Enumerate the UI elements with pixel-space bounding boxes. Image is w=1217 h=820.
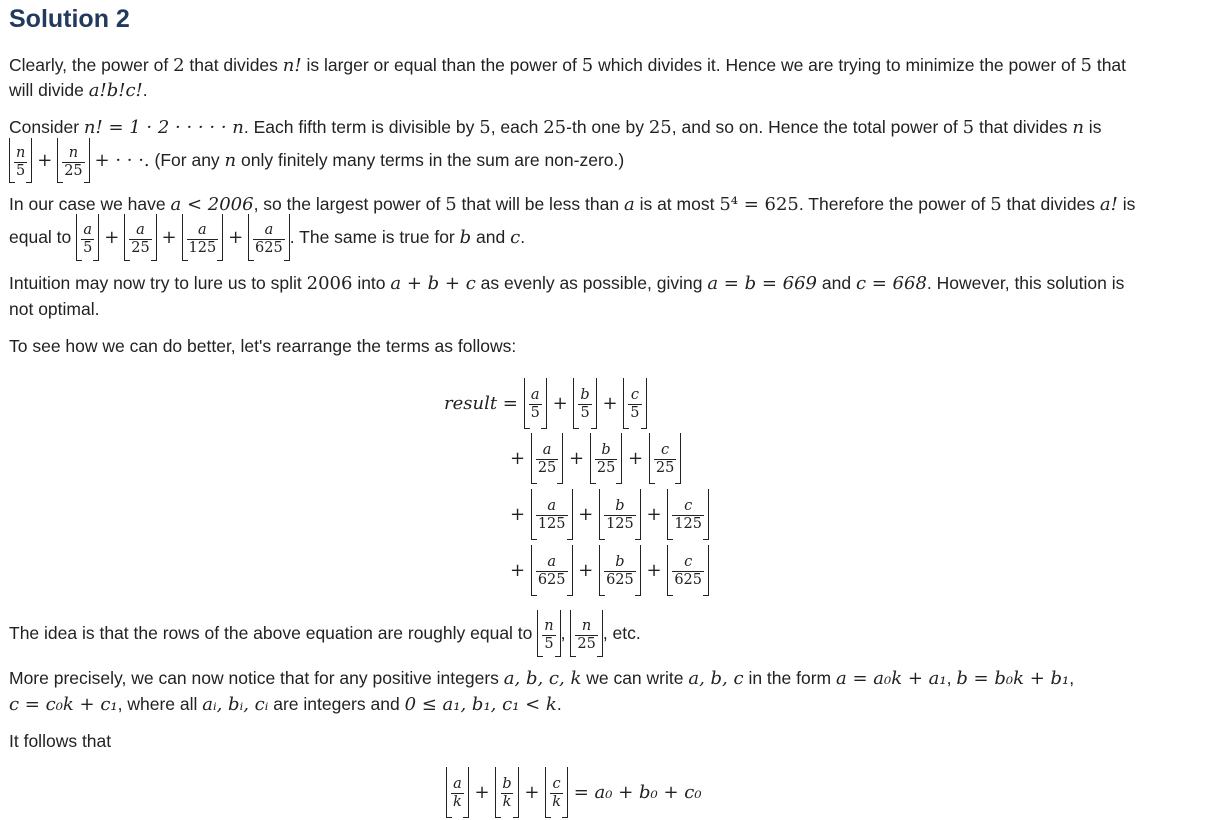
math: n bbox=[1072, 117, 1084, 138]
plus: + bbox=[510, 448, 526, 469]
plus: + bbox=[474, 782, 490, 803]
text: . bbox=[142, 80, 148, 100]
math: 2006 bbox=[306, 273, 353, 294]
paragraph-1-line-2 bbox=[9, 77, 148, 104]
text: (For any bbox=[149, 150, 225, 170]
text: is larger or equal than the power of bbox=[301, 55, 582, 75]
math: a + b + c bbox=[390, 273, 476, 294]
math: a = a₀k + a₁ bbox=[835, 668, 947, 689]
plus: + bbox=[510, 504, 526, 525]
math: a! bbox=[1099, 194, 1118, 215]
plus: + bbox=[524, 782, 540, 803]
text: that divides bbox=[184, 55, 283, 75]
paragraph-5: To see how we can do better, let's rearrange the terms as follows: bbox=[9, 336, 517, 356]
text: is bbox=[1083, 117, 1102, 137]
text: More precisely, we can now notice that for any positive integers bbox=[9, 668, 504, 688]
equation-row-2 bbox=[510, 434, 681, 484]
floor-term: $\frac{c}{625}$ bbox=[667, 546, 709, 596]
math: a bbox=[623, 194, 635, 215]
paragraph-3-line-2 bbox=[9, 214, 525, 261]
solution-heading: Solution 2 bbox=[9, 5, 130, 33]
paragraph-2-line-2 bbox=[9, 138, 624, 183]
text: and bbox=[817, 273, 856, 293]
text: into bbox=[352, 273, 391, 293]
floor-term: $\frac{b}{5}$ bbox=[573, 379, 596, 429]
floor-a-over-25: $\frac{a}{25}$ bbox=[124, 215, 156, 261]
plus: + bbox=[602, 393, 618, 414]
text: . Therefore the power of bbox=[798, 194, 991, 214]
paragraph-4 bbox=[9, 270, 1124, 297]
text: which divides it. Hence we are trying to minimize the power of bbox=[593, 55, 1081, 75]
math: c = c₀k + c₁ bbox=[9, 694, 118, 715]
text: , bbox=[1069, 668, 1075, 688]
plus: + bbox=[578, 560, 594, 581]
math: b bbox=[459, 227, 472, 248]
math: 5 bbox=[445, 194, 457, 215]
equation-row-3 bbox=[510, 490, 709, 540]
floor-term: $\frac{c}{k}$ bbox=[545, 768, 568, 818]
text: . bbox=[520, 227, 526, 247]
floor-n-over-25: $\frac{n}{25}$ bbox=[57, 139, 89, 183]
math: a < 2006 bbox=[170, 194, 254, 215]
text: The idea is that the rows of the above equation are roughly equal to bbox=[9, 623, 538, 643]
paragraph-6 bbox=[9, 610, 641, 657]
plus: + bbox=[628, 448, 644, 469]
plus: + bbox=[228, 227, 244, 248]
math: a!b!c! bbox=[88, 80, 143, 101]
math: a = b = 669 bbox=[707, 273, 817, 294]
math: 2 bbox=[173, 55, 185, 76]
math: c = 668 bbox=[855, 273, 927, 294]
text: . Each fifth term is divisible by bbox=[243, 117, 480, 137]
text: only finitely many terms in the sum are non-zero.) bbox=[236, 150, 625, 170]
text: in the form bbox=[743, 668, 836, 688]
floor-term: $\frac{a}{25}$ bbox=[531, 434, 563, 484]
plus: + bbox=[578, 504, 594, 525]
math: 25 bbox=[543, 117, 567, 138]
text: that divides bbox=[974, 117, 1073, 137]
text: that will be less than bbox=[456, 194, 624, 214]
text: , and so on. Hence the total power of bbox=[671, 117, 963, 137]
plus: + bbox=[552, 393, 568, 414]
text: , where all bbox=[117, 694, 203, 714]
math: 25 bbox=[648, 117, 672, 138]
math: n bbox=[224, 150, 237, 171]
floor-term: $\frac{a}{625}$ bbox=[531, 546, 573, 596]
text: we can write bbox=[581, 668, 689, 688]
math: a, b, c bbox=[688, 668, 744, 689]
text: as evenly as possible, giving bbox=[475, 273, 708, 293]
plus: + bbox=[37, 150, 53, 171]
plus: + bbox=[646, 504, 662, 525]
text: is at most bbox=[634, 194, 720, 214]
math: 5⁴ = 625 bbox=[719, 194, 799, 215]
math: 0 ≤ a₁, b₁, c₁ < k bbox=[404, 694, 557, 715]
math: n! = 1 · 2 · · · · · n bbox=[83, 117, 244, 138]
result-label: result = bbox=[444, 393, 518, 414]
text: In our case we have bbox=[9, 194, 171, 214]
floor-term: $\frac{c}{125}$ bbox=[667, 490, 709, 540]
text: . However, this solution is bbox=[926, 273, 1125, 293]
comma: , bbox=[560, 623, 566, 643]
floor-term: $\frac{a}{k}$ bbox=[446, 768, 469, 818]
paragraph-7-line-2 bbox=[9, 691, 562, 718]
math: 5 bbox=[962, 117, 975, 138]
text: that divides bbox=[1001, 194, 1100, 214]
text: . The same is true for bbox=[289, 227, 460, 247]
text: Clearly, the power of bbox=[9, 55, 174, 75]
plus: + bbox=[569, 448, 585, 469]
math: 5 bbox=[1080, 55, 1092, 76]
floor-term: $\frac{b}{125}$ bbox=[599, 490, 641, 540]
paragraph-2 bbox=[9, 114, 1101, 141]
floor-term: $\frac{c}{5}$ bbox=[623, 379, 646, 429]
math: n! bbox=[282, 55, 302, 76]
math: 5 bbox=[990, 194, 1002, 215]
paragraph-4-line-2: not optimal. bbox=[9, 299, 100, 319]
math: a, b, c, k bbox=[503, 668, 582, 689]
paragraph-1 bbox=[9, 52, 1126, 79]
plus: + bbox=[161, 227, 177, 248]
text: -th one by bbox=[566, 117, 649, 137]
floor-n-over-5: $\frac{n}{5}$ bbox=[9, 139, 32, 183]
equation-row-4 bbox=[510, 546, 709, 596]
final-rhs: = a₀ + b₀ + c₀ bbox=[573, 782, 702, 803]
text: are integers and bbox=[268, 694, 405, 714]
floor-term: $\frac{b}{625}$ bbox=[599, 546, 641, 596]
plus: + bbox=[646, 560, 662, 581]
floor-term: $\frac{a}{125}$ bbox=[531, 490, 573, 540]
math: b = b₀k + b₁ bbox=[956, 668, 1070, 689]
floor-n-over-25: $\frac{n}{25}$ bbox=[570, 611, 602, 657]
floor-n-over-5: $\frac{n}{5}$ bbox=[537, 611, 560, 657]
dots: + · · ·. bbox=[94, 150, 150, 171]
math: 5 bbox=[479, 117, 491, 138]
text: , bbox=[946, 668, 957, 688]
math: c bbox=[510, 227, 521, 248]
text: , etc. bbox=[602, 623, 641, 643]
text: , so the largest power of bbox=[253, 194, 446, 214]
floor-a-over-125: $\frac{a}{125}$ bbox=[182, 215, 224, 261]
text: , each bbox=[490, 117, 544, 137]
floor-term: $\frac{c}{25}$ bbox=[649, 434, 681, 484]
text: and bbox=[471, 227, 511, 247]
floor-term: $\frac{b}{k}$ bbox=[495, 768, 518, 818]
text: is bbox=[1117, 194, 1136, 214]
text: Intuition may now try to lure us to split bbox=[9, 273, 307, 293]
text: will divide bbox=[9, 80, 89, 100]
floor-term: $\frac{a}{5}$ bbox=[524, 379, 547, 429]
text: that bbox=[1091, 55, 1127, 75]
paragraph-7 bbox=[9, 665, 1074, 692]
equation-row-1 bbox=[444, 379, 647, 429]
text: . bbox=[556, 694, 562, 714]
math: aᵢ, bᵢ, cᵢ bbox=[202, 694, 269, 715]
paragraph-8: It follows that bbox=[9, 731, 112, 751]
floor-a-over-5: $\frac{a}{5}$ bbox=[76, 215, 99, 261]
plus: + bbox=[510, 560, 526, 581]
final-equation bbox=[446, 768, 702, 818]
floor-term: $\frac{b}{25}$ bbox=[590, 434, 622, 484]
text: equal to bbox=[9, 227, 77, 247]
floor-a-over-625: $\frac{a}{625}$ bbox=[248, 215, 290, 261]
text: Consider bbox=[9, 117, 84, 137]
math: 5 bbox=[581, 55, 594, 76]
plus: + bbox=[104, 227, 120, 248]
